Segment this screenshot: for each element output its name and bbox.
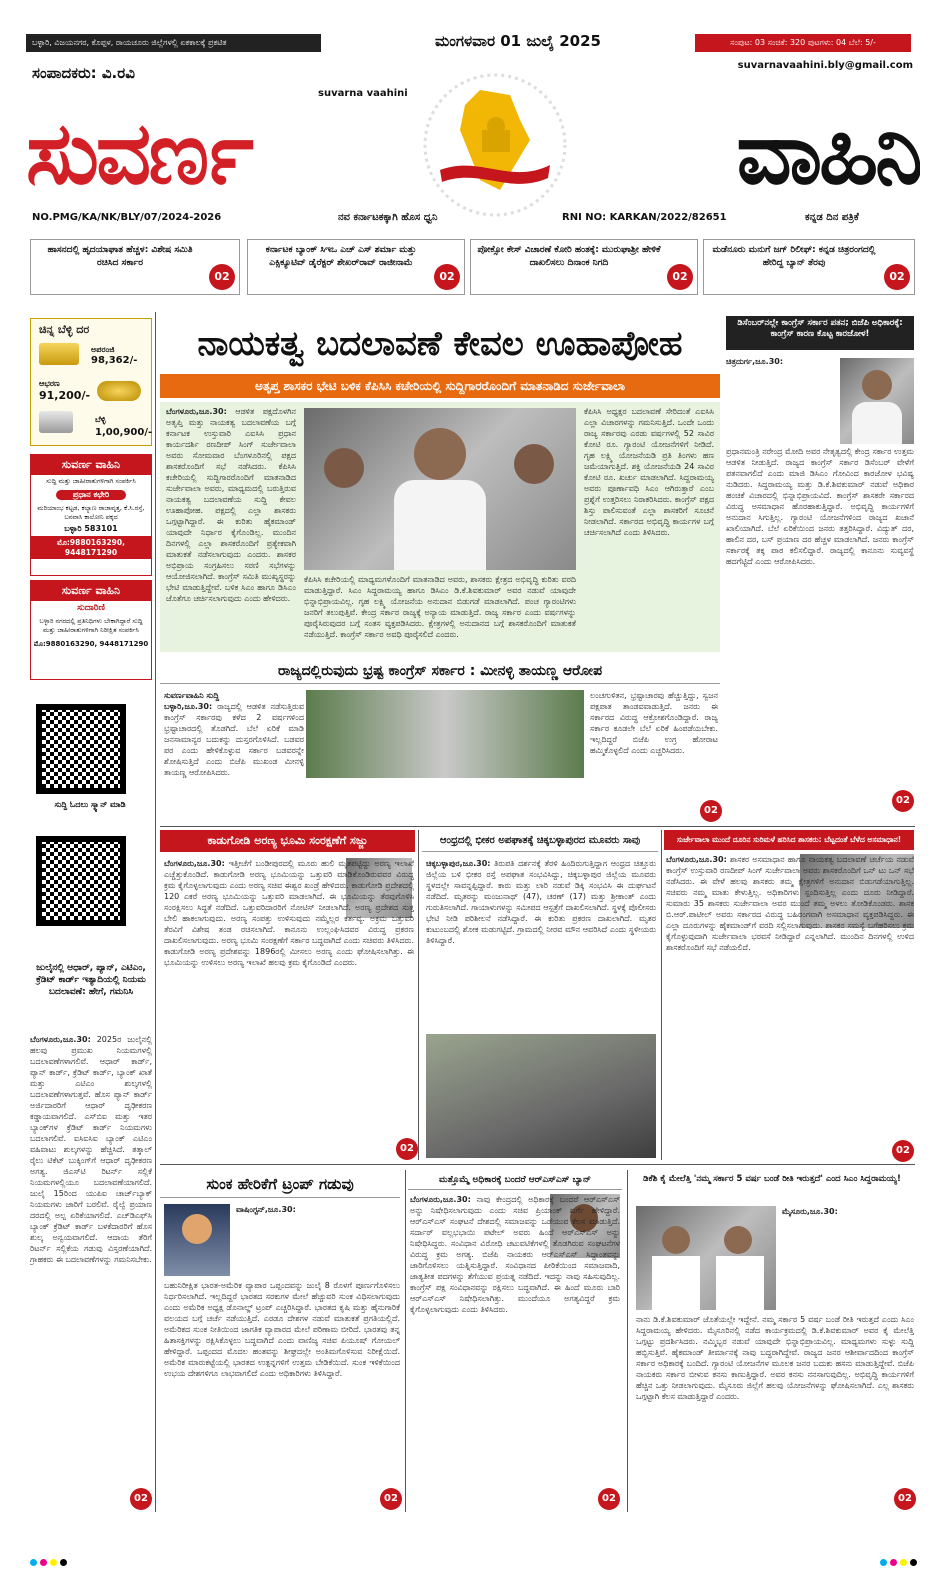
story3-body — [164, 858, 414, 1154]
lead-col-2-text: ಕೆಪಿಸಿಸಿ ಕಚೇರಿಯಲ್ಲಿ ಮಾಧ್ಯಮಗಳೊಂದಿಗೆ ಮಾತನಾಡಿದ ಅವರು, ಶಾಸಕರು ಕ್ಷೇತ್ರದ ಅಭಿವೃದ್ಧಿ ಕುರಿತು ವರದಿ ಮಾಡುತ್ತಿದ್ದಾರೆ. ಸಿಎಂ ಸಿದ್ದರಾಮಯ್ಯ ಹಾಗೂ ಡಿಸಿಎಂ ಡಿ.ಕೆ.ಶಿವಕುಮಾರ್ ಅವರ ನಡುವೆ ಯಾವುದೇ ಭಿನ್ನಾಭಿಪ್ರಾಯವಿಲ್ಲ. ಗೃಹ ಲಕ್ಷ್ಮಿ ಯೋಜನೆಯ ಅನುದಾನ ಬಿಡುಗಡೆ ಮಾಡಲಾಗಿದೆ. ಪಂಚ ಗ್ಯಾರಂಟಿಗಳು ಜನರಿಗೆ ತಲುಪುತ್ತಿವೆ. ಕೇಂದ್ರ ಸರ್ಕಾರ ರಾಜ್ಯಕ್ಕೆ ಅನ್ಯಾಯ ಮಾಡುತ್ತಿದೆ. ರಾಜ್ಯ ಸರ್ಕಾರ ಎಂದು ವರ್ಷಗಳನ್ನು ಪೂರೈಸಿರುವುದರ ಬಗ್ಗೆ ಸಂತಸ ವ್ಯಕ್ತಪಡಿಸಿದರು. ಕ್ಷೇತ್ರಗಳಲ್ಲಿ ಅನುದಾನದ ಬಗ್ಗೆ ಶಾಸಕರೊಂದಿಗೆ ಮಾತುಕತೆ ನಡೆಯುತ್ತಿದೆ. ಕಾಂಗ್ರೆಸ್ ಸರ್ಕಾರ ಅವಧಿ ಪೂರೈಸಲಿದೆ ಎಂದರು. — [304, 575, 576, 639]
story7-headline: ಮತ್ತೊಮ್ಮೆ ಅಧಿಕಾರಕ್ಕೆ ಬಂದರೆ ಆರ್‌ಎಸ್‌ಎಸ್ ಬ್ಯಾನ್ — [408, 1170, 622, 1190]
rni-number: RNI NO: KARKAN/2022/82651 — [562, 212, 727, 223]
story3-byline: ಬೆಂಗಳೂರು,ಜೂ.30: — [164, 859, 225, 868]
page-badge: 02 — [892, 790, 914, 812]
story2-photo — [306, 690, 584, 778]
ad2-phone[interactable]: ಮೊ:9880163290, 9448171290 — [33, 640, 149, 648]
lead-photo — [304, 408, 576, 570]
story7-body — [410, 1194, 620, 1508]
gold-22k-label: ಆಭರಣ — [39, 379, 60, 388]
teaser-3[interactable] — [470, 239, 698, 295]
email[interactable]: suvarnavaahini.bly@gmail.com — [737, 60, 913, 71]
lead-byline: ಬೆಂಗಳೂರು,ಜೂ.30: — [166, 407, 227, 416]
right-top-byline: ಚಿತ್ರದುರ್ಗ,ಜೂ.30: — [726, 357, 784, 366]
side-body: 2025ರ ಜುಲೈನಲ್ಲಿ ಹಲವು ಪ್ರಮುಖ ನಿಯಮಗಳಲ್ಲಿ ಬದಲಾವಣೆಗಳಾಗಲಿವೆ. ಆಧಾರ್ ಕಾರ್ಡ್, ಪ್ಯಾನ್ ಕಾರ್ಡ್, ಕ್ರೆಡಿಟ್ ಕಾರ್ಡ್, ಬ್ಯಾಂಕ್ ಖಾತೆ ಮತ್ತು ಎಟಿಎಂ ಶುಲ್ಕಗಳಲ್ಲಿ ಬದಲಾವಣೆಗಳಾಗುತ್ತವೆ. ಹೊಸ ಪ್ಯಾನ್ ಕಾರ್ಡ್ ಅರ್ಜಿದಾರರಿಗೆ ಆಧಾರ್ ದೃಢೀಕರಣ ಕಡ್ಡಾಯವಾಗಲಿದೆ. ಎಸ್‌ಬಿಐ ಮತ್ತು ಇತರ ಬ್ಯಾಂಕ್‌ಗಳ ಕ್ರೆಡಿಟ್ ಕಾರ್ಡ್ ನಿಯಮಗಳು ಬದಲಾಗಲಿವೆ. ಐಸಿಐಸಿಐ ಬ್ಯಾಂಕ್ ಎಟಿಎಂ ವಹಿವಾಟು ಶುಲ್ಕಗಳನ್ನು ಹೆಚ್ಚಿಸಿದೆ. ತತ್ಕಾಲ್ ರೈಲು ಟಿಕೆಟ್ ಬುಕ್ಕಿಂಗ್‌ಗೆ ಆಧಾರ್ ದೃಢೀಕರಣ ಅಗತ್ಯ. ಜಿಎಸ್‌ಟಿ ರಿಟರ್ನ್ ಸಲ್ಲಿಕೆ ನಿಯಮಗಳಲ್ಲಿಯೂ ಬದಲಾವಣೆಯಾಗಲಿದೆ. ಜುಲೈ 15ರಿಂದ ಯುಪಿಐ ಚಾರ್ಜ್‌ಬ್ಯಾಕ್ ನಿಯಮಗಳು ಜಾರಿಗೆ ಬರಲಿವೆ. ರೈಲ್ವೆ ಪ್ರಯಾಣ ದರದಲ್ಲಿ ಅಲ್ಪ ಏರಿಕೆಯಾಗಲಿದೆ. ಎಚ್‌ಡಿಎಫ್‌ಸಿ ಬ್ಯಾಂಕ್ ಕ್ರೆಡಿಟ್ ಕಾರ್ಡ್ ಬಳಕೆದಾರರಿಗೆ ಹೊಸ ಶುಲ್ಕ ಅನ್ವಯವಾಗಲಿದೆ. ಆದಾಯ ತೆರಿಗೆ ರಿಟರ್ನ್ ಸಲ್ಲಿಕೆಯ ಗಡುವು ವಿಸ್ತರಣೆಯಾಗಿದೆ. ಗ್ರಾಹಕರು ಈ ಬದಲಾವಣೆಗಳನ್ನು ಗಮನಿಸಬೇಕು. — [30, 1035, 152, 1264]
story6-headline: ಸುಂಕ ಹೇರಿಕೆಗೆ ಟ್ರಂಪ್ ಗಡುವು — [160, 1170, 400, 1198]
story6-body-text: ಬಹುನಿರೀಕ್ಷಿತ ಭಾರತ-ಅಮೆರಿಕ ವ್ಯಾಪಾರ ಒಪ್ಪಂದವನ್ನು ಜುಲೈ 8 ರೊಳಗೆ ಪೂರ್ಣಗೊಳಿಸಲು ನಿರ್ಧರಿಸಲಾಗಿದೆ. ಇಲ್ಲದಿದ್ದರೆ ಭಾರತದ ಸರಕುಗಳ ಮೇಲೆ ಹೆಚ್ಚುವರಿ ಸುಂಕ ವಿಧಿಸಲಾಗುವುದು ಎಂದು ಅಮೆರಿಕ ಅಧ್ಯಕ್ಷ ಡೊನಾಲ್ಡ್ ಟ್ರಂಪ್ ಎಚ್ಚರಿಸಿದ್ದಾರೆ. ಭಾರತದ ಕೃಷಿ ಮತ್ತು ಹೈನುಗಾರಿಕೆ ವಲಯದ ಬಗ್ಗೆ ಚರ್ಚೆ ನಡೆಯುತ್ತಿದೆ. ಎರಡೂ ದೇಶಗಳ ನಡುವೆ ಮಾತುಕತೆ ಪ್ರಗತಿಯಲ್ಲಿದೆ. ಅಮೆರಿಕದ ಸುಂಕ ನೀತಿಯಿಂದ ಜಾಗತಿಕ ವ್ಯಾಪಾರದ ಮೇಲೆ ಪರಿಣಾಮ ಬೀರಿದೆ. ಭಾರತವು ತನ್ನ ಹಿತಾಸಕ್ತಿಗಳನ್ನು ರಕ್ಷಿಸಿಕೊಳ್ಳಲು ಬದ್ಧವಾಗಿದೆ ಎಂದು ವಾಣಿಜ್ಯ ಸಚಿವ ಪಿಯೂಷ್ ಗೋಯಲ್ ಹೇಳಿದ್ದಾರೆ. ಒಪ್ಪಂದದ ಮೊದಲ ಹಂತವನ್ನು ಶೀಘ್ರದಲ್ಲೇ ಅಂತಿಮಗೊಳಿಸುವ ನಿರೀಕ್ಷೆಯಿದೆ. ಅಮೆರಿಕ ಮಾರುಕಟ್ಟೆಯಲ್ಲಿ ಭಾರತದ ಉತ್ಪನ್ನಗಳಿಗೆ ಉತ್ತಮ ಬೇಡಿಕೆಯಿದೆ. ಸುಂಕ ಇಳಿಕೆಯಿಂದ ಉಭಯ ದೇಶಗಳಿಗೂ ಲಾಭವಾಗಲಿದೆ ಎಂದು ಅಧಿಕಾರಿಗಳು ತಿಳಿಸಿದ್ದಾರೆ. — [164, 1281, 400, 1378]
gold-title: ಚಿನ್ನ ಬೆಳ್ಳಿ ದರ — [39, 323, 90, 336]
paper-type: ಕನ್ನಡ ದಿನ ಪತ್ರಿಕೆ — [805, 212, 859, 223]
silver-value: 1,00,900/- — [95, 427, 153, 438]
story5-headline: ಸುರ್ಜೇವಾಲಾ ಮುಂದೆ ದೂರಿನ ಸುರಿಮಳೆ ಹರಿಸಿದ ಶಾಸಕರು: ಬೆಟ್ಟದಂತೆ ಬೆಳೆದ ಅಸಮಾಧಾನ! — [664, 830, 914, 850]
teaser-2[interactable] — [247, 239, 465, 295]
ad-brand: ಸುವರ್ಣ ವಾಹಿನಿ — [31, 455, 151, 475]
page-badge: 02 — [434, 264, 460, 290]
ad-office-title: ಪ್ರಧಾನ ಕಛೇರಿ — [56, 490, 126, 500]
ad-pin: ಬಳ್ಳಾರಿ 583101 — [64, 524, 118, 533]
story6-byline: ವಾಷಿಂಗ್ಟನ್,ಜೂ.30: — [236, 1205, 296, 1214]
right-top-body: ಪ್ರಧಾನಮಂತ್ರಿ ನರೇಂದ್ರ ಮೋದಿ ಅವರ ನೇತೃತ್ವದಲ್ಲಿ ಕೇಂದ್ರ ಸರ್ಕಾರ ಉತ್ತಮ ಆಡಳಿತ ನೀಡುತ್ತಿದೆ. ರಾಜ್ಯದ ಕಾಂಗ್ರೆಸ್ ಸರ್ಕಾರ ಡಿಸೆಂಬರ್ ವೇಳೆಗೆ ಪತನವಾಗಲಿದೆ ಎಂದು ಮಾಜಿ ಡಿಸಿಎಂ ಗೋವಿಂದ ಕಾರಜೋಳ ಭವಿಷ್ಯ ನುಡಿದರು. ಸಿದ್ದರಾಮಯ್ಯ ಮತ್ತು ಡಿ.ಕೆ.ಶಿವಕುಮಾರ್ ನಡುವೆ ಅಧಿಕಾರ ಹಂಚಿಕೆ ವಿಚಾರದಲ್ಲಿ ಭಿನ್ನಾಭಿಪ್ರಾಯವಿದೆ. ಕಾಂಗ್ರೆಸ್ ಶಾಸಕರೇ ಸರ್ಕಾರದ ವಿರುದ್ಧ ಅಸಮಾಧಾನ ಹೊರಹಾಕುತ್ತಿದ್ದಾರೆ. ಅಭಿವೃದ್ಧಿ ಕಾರ್ಯಗಳಿಗೆ ಅನುದಾನ ಸಿಗುತ್ತಿಲ್ಲ. ಗ್ಯಾರಂಟಿ ಯೋಜನೆಗಳಿಂದ ರಾಜ್ಯದ ಖಜಾನೆ ಖಾಲಿಯಾಗಿದೆ. ಬೆಲೆ ಏರಿಕೆಯಿಂದ ಜನರು ತತ್ತರಿಸಿದ್ದಾರೆ. ವಿದ್ಯುತ್ ದರ, ಹಾಲಿನ ದರ, ಬಸ್ ಪ್ರಯಾಣ ದರ ಹೆಚ್ಚಳ ಮಾಡಲಾಗಿದೆ. ಜನರು ಕಾಂಗ್ರೆಸ್ ಸರ್ಕಾರಕ್ಕೆ ತಕ್ಕ ಪಾಠ ಕಲಿಸಲಿದ್ದಾರೆ. ರಾಜ್ಯದಲ್ಲಿ ಕಾನೂನು ಸುವ್ಯವಸ್ಥೆ ಹದಗೆಟ್ಟಿದೆ ಎಂದು ಆರೋಪಿಸಿದರು. — [726, 447, 914, 566]
story4-body — [426, 858, 656, 1030]
teaser-text: ಹಾಸನದಲ್ಲಿ ಹೃದಯಾಘಾತ ಹೆಚ್ಚಳ: ವಿಶೇಷ ಸಮಿತಿ ರಚಿಸಿದ ಸರ್ಕಾರ — [47, 245, 193, 268]
masthead-right: ವಾಹಿನಿ — [736, 103, 920, 204]
accident-photo — [426, 1034, 656, 1158]
story8-byline: ಮೈಸೂರು,ಜೂ.30: — [782, 1207, 838, 1216]
gold-24k-label: ಅಪರಂಜಿ — [91, 345, 115, 354]
side-story — [30, 1034, 152, 1504]
districts-banner: ಬಳ್ಳಾರಿ, ವಿಜಯನಗರ, ಕೊಪ್ಪಳ, ರಾಯಚೂರು ಜಿಲ್ಲೆಗಳಲ್ಲಿ ಏಕಕಾಲಕ್ಕೆ ಪ್ರಕಟಿತ — [26, 34, 321, 52]
page-badge: 02 — [209, 264, 235, 290]
story4-byline: ಚಿಕ್ಕಬಳ್ಳಾಪುರ,ಜೂ.30: — [426, 859, 491, 868]
story5-body-text: ಶಾಸಕರ ಅಸಮಾಧಾನ ಹಾಗೂ ನಾಯಕತ್ವ ಬದಲಾವಣೆ ಚರ್ಚೆಯ ನಡುವೆ ಕಾಂಗ್ರೆಸ್ ಉಸ್ತುವಾರಿ ರಣದೀಪ್ ಸಿಂಗ್ ಸುರ್ಜೇವಾಲಾ ಅವರು ಶಾಸಕರೊಂದಿಗೆ ಒನ್ ಟು ಒನ್ ಸಭೆ ನಡೆಸಿದರು. ಈ ವೇಳೆ ಹಲವು ಶಾಸಕರು ತಮ್ಮ ಕ್ಷೇತ್ರಗಳಿಗೆ ಅನುದಾನ ಬಿಡುಗಡೆಯಾಗುತ್ತಿಲ್ಲ. ಸಚಿವರು ನಮ್ಮ ಮಾತು ಕೇಳುತ್ತಿಲ್ಲ. ಅಧಿಕಾರಿಗಳು ಸ್ಪಂದಿಸುತ್ತಿಲ್ಲ ಎಂದು ದೂರು ನೀಡಿದ್ದಾರೆ. ಸುಮಾರು 35 ಶಾಸಕರು ಸುರ್ಜೇವಾಲಾ ಅವರ ಮುಂದೆ ತಮ್ಮ ಅಳಲು ತೋಡಿಕೊಂಡರು. ಶಾಸಕ ಬಿ.ಆರ್.ಪಾಟೀಲ್ ಅವರು ಸರ್ಕಾರದ ವಿರುದ್ಧ ಬಹಿರಂಗವಾಗಿ ಅಸಮಾಧಾನ ವ್ಯಕ್ತಪಡಿಸಿದ್ದರು. ಈ ಎಲ್ಲಾ ದೂರುಗಳನ್ನು ಹೈಕಮಾಂಡ್‌ಗೆ ವರದಿ ಸಲ್ಲಿಸಲಾಗುವುದು. ಶಾಸಕರ ಸಮಸ್ಯೆ ಬಗೆಹರಿಸಲು ಕ್ರಮ ಕೈಗೊಳ್ಳುವುದಾಗಿ ಸುರ್ಜೇವಾಲಾ ಭರವಸೆ ನೀಡಿದ್ದಾರೆ ಎನ್ನಲಾಗಿದೆ. ಮುಂದಿನ ದಿನಗಳಲ್ಲಿ ಉಳಿದ ಶಾಸಕರೊಂದಿಗೆ ಸಭೆ ನಡೆಯಲಿದೆ. — [666, 855, 914, 952]
gold-rate-box — [30, 318, 152, 446]
page-badge: 02 — [396, 1138, 418, 1160]
qr-caption: ಸುದ್ದಿ ಓದಲು ಸ್ಕ್ಯಾನ್ ಮಾಡಿ — [54, 800, 126, 809]
gold-bar-icon — [39, 343, 79, 365]
side-byline: ಬೆಂಗಳೂರು,ಜೂ.30: — [30, 1035, 91, 1044]
recruit-ad — [30, 580, 152, 680]
page-badge: 02 — [892, 1140, 914, 1162]
page-badge: 02 — [700, 800, 722, 822]
qr-code-2-icon[interactable] — [36, 836, 126, 926]
story6-body — [164, 1216, 400, 1508]
story2-col-1-text: ರಾಜ್ಯದಲ್ಲಿ ಆಡಳಿತ ನಡೆಸುತ್ತಿರುವ ಕಾಂಗ್ರೆಸ್ ಸರ್ಕಾರವು ಕಳೆದ 2 ವರ್ಷಗಳಿಂದ ಭ್ರಷ್ಟಾಚಾರದಲ್ಲಿ ತೊಡಗಿದೆ. ಬೆಲೆ ಏರಿಕೆ ಮಾಡಿ ಜನಸಾಮಾನ್ಯರ ಬದುಕನ್ನು ದುಸ್ತರಗೊಳಿಸಿದೆ. ಬಡವರ ಪರ ಎಂದು ಹೇಳಿಕೊಳ್ಳುವ ಸರ್ಕಾರ ಬಡವರನ್ನೇ ಶೋಷಿಸುತ್ತಿದೆ ಎಂದು ಬಿಜೆಪಿ ಮುಖಂಡ ಮೀನಳ್ಳಿ ತಾಯಣ್ಣ ಆರೋಪಿಸಿದರು. — [164, 702, 304, 777]
page-badge: 02 — [380, 1488, 402, 1510]
ad2-text: ಬಳ್ಳಾರಿ ನಗರದಲ್ಲಿ ಪ್ರತಿನಿಧಿಗಳು ಬೇಕಾಗಿದ್ದಾರೆ ಸುದ್ದಿ ಮತ್ತು ಜಾಹೀರಾತುಗಳಿಗಾಗಿ ನಿರೀಕ್ಷಿತ ಸಂಪರ್ಕಿಸಿ — [39, 617, 143, 634]
teaser-4[interactable] — [703, 239, 915, 295]
teaser-1[interactable] — [30, 239, 240, 295]
masthead-left: ಸುವರ್ಣ — [26, 103, 251, 204]
gold-jewel-icon — [97, 381, 141, 401]
issue-date: ಮಂಗಳವಾರ 01 ಜುಲೈ 2025 — [434, 32, 601, 50]
lead-col-1 — [166, 406, 296, 650]
page-badge: 02 — [598, 1488, 620, 1510]
registration-number: NO.PMG/KA/NK/BLY/07/2024-2026 — [32, 212, 222, 223]
page-badge: 02 — [894, 1488, 916, 1510]
story7-body-text: ನಾವು ಕೇಂದ್ರದಲ್ಲಿ ಅಧಿಕಾರಕ್ಕೆ ಬಂದರೆ ಆರ್‌ಎಸ್‌ಎಸ್ ಅನ್ನು ನಿಷೇಧಿಸಲಾಗುವುದು ಎಂದು ಸಚಿವ ಪ್ರಿಯಾಂಕ್ ಖರ್ಗೆ ಹೇಳಿದ್ದಾರೆ. ಆರ್‌ಎಸ್‌ಎಸ್ ಸಂಘಟನೆ ದೇಶದಲ್ಲಿ ಸಮಾಜವನ್ನು ಒಡೆಯುವ ಕೆಲಸ ಮಾಡುತ್ತಿದೆ. ಸರ್ದಾರ್ ವಲ್ಲಭಭಾಯಿ ಪಟೇಲ್ ಅವರು ಹಿಂದೆ ಆರ್‌ಎಸ್‌ಎಸ್ ಅನ್ನು ನಿಷೇಧಿಸಿದ್ದರು. ಸಂವಿಧಾನ ವಿರೋಧಿ ಚಟುವಟಿಕೆಗಳಲ್ಲಿ ತೊಡಗಿರುವ ಸಂಘಟನೆಗಳ ವಿರುದ್ಧ ಕ್ರಮ ಅಗತ್ಯ. ಬಿಜೆಪಿ ನಾಯಕರು ಆರ್‌ಎಸ್‌ಎಸ್ ಸಿದ್ಧಾಂತವನ್ನು ಜಾರಿಗೊಳಿಸಲು ಯತ್ನಿಸುತ್ತಿದ್ದಾರೆ. ಸಂವಿಧಾನದ ಪೀಠಿಕೆಯಿಂದ ಸಮಾಜವಾದಿ, ಜಾತ್ಯತೀತ ಪದಗಳನ್ನು ತೆಗೆಯುವ ಪ್ರಯತ್ನ ನಡೆದಿದೆ. ಇದನ್ನು ನಾವು ಸಹಿಸುವುದಿಲ್ಲ. ಕಾಂಗ್ರೆಸ್ ಪಕ್ಷ ಸಂವಿಧಾನವನ್ನು ರಕ್ಷಿಸಲು ಬದ್ಧವಾಗಿದೆ. ಈ ಹಿಂದೆ ಮೂರು ಬಾರಿ ಆರ್‌ಎಸ್‌ಎಸ್ ನಿಷೇಧಿಸಲಾಗಿತ್ತು. ಮುಂದೆಯೂ ಅಗತ್ಯವಿದ್ದರೆ ಕ್ರಮ ಕೈಗೊಳ್ಳಲಾಗುವುದು ಎಂದು ತಿಳಿಸಿದರು. — [410, 1195, 620, 1314]
editor-line: ಸಂಪಾದಕರು: ವಿ.ರವಿ — [32, 64, 135, 82]
page-badge: 02 — [130, 1488, 152, 1510]
lead-headline: ನಾಯಕತ್ವ ಬದಲಾವಣೆ ಕೇವಲ ಊಹಾಪೋಹ — [197, 324, 683, 364]
gold-22k-value: 91,200/- — [39, 389, 91, 402]
story4-body-text: ತಿರುಪತಿ ದರ್ಶನಕ್ಕೆ ತೆರಳಿ ಹಿಂದಿರುಗುತ್ತಿದ್ದಾಗ ಆಂಧ್ರದ ಚಿತ್ತೂರು ಜಿಲ್ಲೆಯ ಬಳಿ ಭೀಕರ ರಸ್ತೆ ಅಪಘಾತ ಸಂಭವಿಸಿದ್ದು, ಚಿಕ್ಕಬಳ್ಳಾಪುರ ಜಿಲ್ಲೆಯ ಮೂವರು ಸ್ಥಳದಲ್ಲೇ ಸಾವನ್ನಪ್ಪಿದ್ದಾರೆ. ಕಾರು ಮತ್ತು ಲಾರಿ ನಡುವೆ ಡಿಕ್ಕಿ ಸಂಭವಿಸಿ ಈ ದುರ್ಘಟನೆ ನಡೆದಿದೆ. ಮೃತರನ್ನು ಮಂಜುನಾಥ್ (47), ಚರಣ್ (17) ಮತ್ತು ಶ್ರೀಕಾಂತ್ ಎಂದು ಗುರುತಿಸಲಾಗಿದೆ. ಗಾಯಾಳುಗಳನ್ನು ಸಮೀಪದ ಆಸ್ಪತ್ರೆಗೆ ದಾಖಲಿಸಲಾಗಿದೆ. ಸ್ಥಳಕ್ಕೆ ಪೊಲೀಸರು ಭೇಟಿ ನೀಡಿ ಪರಿಶೀಲನೆ ನಡೆಸಿದ್ದಾರೆ. ಈ ಕುರಿತು ಪ್ರಕರಣ ದಾಖಲಾಗಿದೆ. ಮೃತರ ಕುಟುಂಬದಲ್ಲಿ ಶೋಕ ಮಡುಗಟ್ಟಿದೆ. ಗ್ರಾಮದಲ್ಲಿ ನೀರವ ಮೌನ ಆವರಿಸಿದೆ ಎಂದು ಸ್ಥಳೀಯರು ತಿಳಿಸಿದ್ದಾರೆ. — [426, 859, 656, 945]
right-top-story — [726, 372, 914, 802]
story8-headline: ಡಿಕೆಶಿ ಕೈ ಮೇಲೆತ್ತಿ 'ನಮ್ಮ ಸರ್ಕಾರ 5 ವರ್ಷ ಬಂಡೆ ರೀತಿ ಇರುತ್ತದೆ' ಎಂದ ಸಿಎಂ ಸಿದ್ದರಾಮಯ್ಯ! — [643, 1174, 901, 1184]
ad2-title: ಸುದಾರಿಣಿ — [77, 603, 105, 613]
issue-info: ಸಂಪುಟ: 03 ಸಂಚಿಕೆ: 320 ಪುಟಗಳು: 04 ಬೆಲೆ: 5/- — [695, 34, 911, 52]
story3-headline: ಕಾಡುಗೋಡಿ ಅರಣ್ಯ ಭೂಮಿ ಸಂರಕ್ಷಣೆಗೆ ಸಜ್ಜು — [160, 830, 415, 852]
ad2-brand: ಸುವರ್ಣ ವಾಹಿನಿ — [31, 581, 151, 601]
teaser-text: ಪೋಕ್ಸೋ ಕೇಸ್ ವಿಚಾರಣೆ ಕೋರಿ ಹಂತಕ್ಕೆ: ಮುರುಘಾಶ್ರೀ ಹೇಳಿಕೆ ದಾಖಲಿಸಲು ದಿನಾಂಕ ನಿಗದಿ — [477, 245, 661, 268]
lead-col-2 — [304, 574, 576, 650]
ad-address: ಮರಿಯಾಂಭ ಕಟ್ಟಡ, ಕಲ್ಯಾಣ ರಾಜಾವೃತ್ತ, ಕೆ.ಸಿ.ರಸ್ತೆ, ಬನವಾಸಿ ಕಾಲೋನಿ ಪಕ್ಕದ — [37, 504, 145, 521]
lead-col-3 — [584, 406, 714, 650]
story7-byline: ಬೆಂಗಳೂರು,ಜೂ.30: — [410, 1195, 471, 1204]
teaser-text: ಮಡೆನೂರು ಮನುಗೆ ಜಗ್ ರಿಲೀಫ್: ಕನ್ನಡ ಚಿತ್ರರಂಗದಲ್ಲಿ ಹೇರಿದ್ದ ಬ್ಯಾನ್ ತೆರವು — [712, 245, 876, 268]
silver-bar-icon — [39, 411, 73, 433]
gold-24k-value: 98,362/- — [91, 355, 138, 366]
story2-credit: ಸುವರ್ಣವಾಹಿನಿ ಸುದ್ದಿ — [164, 691, 220, 700]
page-badge: 02 — [884, 264, 910, 290]
story2-col-2 — [590, 690, 718, 820]
story8-body-text: ನಾನು ಡಿ.ಕೆ.ಶಿವಕುಮಾರ್ ಜೊತೆಯಲ್ಲೇ ಇದ್ದೇನೆ. ನಮ್ಮ ಸರ್ಕಾರ 5 ವರ್ಷ ಬಂಡೆ ರೀತಿ ಇರುತ್ತದೆ ಎಂದು ಸಿಎಂ ಸಿದ್ದರಾಮಯ್ಯ ಹೇಳಿದರು. ಮೈಸೂರಿನಲ್ಲಿ ನಡೆದ ಕಾರ್ಯಕ್ರಮದಲ್ಲಿ ಡಿ.ಕೆ.ಶಿವಕುಮಾರ್ ಅವರ ಕೈ ಮೇಲೆತ್ತಿ ಒಗ್ಗಟ್ಟು ಪ್ರದರ್ಶಿಸಿದರು. ನಮ್ಮಿಬ್ಬರ ನಡುವೆ ಯಾವುದೇ ಭಿನ್ನಾಭಿಪ್ರಾಯವಿಲ್ಲ. ಮಾಧ್ಯಮಗಳು ಸುಳ್ಳು ಸುದ್ದಿ ಹಬ್ಬಿಸುತ್ತಿವೆ. ಹೈಕಮಾಂಡ್ ತೀರ್ಮಾನಕ್ಕೆ ನಾವು ಬದ್ಧರಾಗಿದ್ದೇವೆ. ರಾಜ್ಯದ ಜನರ ಆಶೀರ್ವಾದದಿಂದ ಕಾಂಗ್ರೆಸ್ ಸರ್ಕಾರ ಅಧಿಕಾರಕ್ಕೆ ಬಂದಿದೆ. ಗ್ಯಾರಂಟಿ ಯೋಜನೆಗಳ ಮೂಲಕ ಜನರ ಬದುಕು ಹಸನು ಮಾಡುತ್ತಿದ್ದೇವೆ. ಬಿಜೆಪಿ ನಾಯಕರು ಸರ್ಕಾರ ಬೀಳುವ ಕನಸು ಕಾಣುತ್ತಿದ್ದಾರೆ. ಅವರ ಕನಸು ನನಸಾಗುವುದಿಲ್ಲ. ಅಭಿವೃದ್ಧಿ ಕಾರ್ಯಗಳಿಗೆ ಹೆಚ್ಚಿನ ಒತ್ತು ನೀಡಲಾಗುವುದು. ಮೈಸೂರು ಜಿಲ್ಲೆಗೆ ಹಲವು ಯೋಜನೆಗಳನ್ನು ಘೋಷಿಸಲಾಗಿದೆ. ಎಲ್ಲ ಶಾಸಕರು ಒಗ್ಗಟ್ಟಾಗಿ ಕೆಲಸ ಮಾಡುತ್ತಿದ್ದಾರೆ ಎಂದರು. — [636, 1315, 914, 1401]
page-badge: 02 — [667, 264, 693, 290]
silver-label: ಬೆಳ್ಳಿ — [95, 415, 106, 424]
tagline: ನವ ಕರ್ನಾಟಕಕ್ಕಾಗಿ ಹೊಸ ಧ್ವನಿ — [338, 212, 438, 223]
story2-headline: ರಾಜ್ಯದಲ್ಲಿರುವುದು ಭ್ರಷ್ಟ ಕಾಂಗ್ರೆಸ್ ಸರ್ಕಾರ : ಮೀನಳ್ಳಿ ತಾಯಣ್ಣ ಆರೋಪ — [160, 658, 720, 684]
lead-subhead: ಅತೃಪ್ತ ಶಾಸಕರ ಭೇಟಿ ಬಳಿಕ ಕೆಪಿಸಿಸಿ ಕಚೇರಿಯಲ್ಲಿ ಸುದ್ದಿಗಾರರೊಂದಿಗೆ ಮಾತನಾಡಿದ ಸುರ್ಜೇವಾಲಾ — [160, 374, 720, 398]
story5-body — [666, 854, 914, 1154]
story2-col-1 — [164, 690, 304, 820]
right-top-headline: ಡಿಸೆಂಬರ್‌ನಲ್ಲೇ ಕಾಂಗ್ರೆಸ್ ಸರ್ಕಾರ ಪತನ; ಬಿಜೆಪಿ ಅಧಿಕಾರಕ್ಕೆ: ಕಾಂಗ್ರೆಸ್ ಕಾರಣ ಕೊಟ್ಟ ಕಾರಜೋಳ! — [726, 316, 914, 350]
story5-byline: ಬೆಂಗಳೂರು,ಜೂ.30: — [666, 855, 727, 864]
contact-ad — [30, 454, 152, 576]
side-headline: ಜುಲೈನಲ್ಲಿ ಆಧಾರ್, ಪ್ಯಾನ್, ಎಟಿಎಂ, ಕ್ರೆಡಿಟ್ ಕಾರ್ಡ್ ಇತ್ಯಾದಿಯಲ್ಲಿ ನಿಯಮ ಬದಲಾವಣೆ: ಹೇಗೆ, ಗಮನಿಸಿ — [36, 963, 146, 997]
story2-byline: ಬಳ್ಳಾರಿ,ಜೂ.30: — [164, 702, 213, 711]
lead-col-1-text: ಆಡಳಿತ ಪಕ್ಷದೊಳಗಿನ ಅತೃಪ್ತಿ ಮತ್ತು ನಾಯಕತ್ವ ಬದಲಾವಣೆಯ ಬಗ್ಗೆ ಕರ್ನಾಟಕ ಉಸ್ತುವಾರಿ ಎಐಸಿಸಿ ಪ್ರಧಾನ ಕಾರ್ಯದರ್ಶಿ ರಣದೀಪ್ ಸಿಂಗ್ ಸುರ್ಜೇವಾಲಾ ಅವರು ಸೋಮವಾರ ಬೆಂಗಳೂರಿನಲ್ಲಿ ಪಕ್ಷದ ಶಾಸಕರೊಂದಿಗೆ ಸಭೆ ನಡೆಸಿದರು. ಕೆಪಿಸಿಸಿ ಕಚೇರಿಯಲ್ಲಿ ಸುದ್ದಿಗಾರರೊಂದಿಗೆ ಮಾತನಾಡಿದ ಸುರ್ಜೇವಾಲಾ ಅವರು, ಮಾಧ್ಯಮದಲ್ಲಿ ಬರುತ್ತಿರುವ ನಾಯಕತ್ವ ಬದಲಾವಣೆಯ ಸುದ್ದಿ ಕೇವಲ ಊಹಾಪೋಹ. ಪಕ್ಷದಲ್ಲಿ ಎಲ್ಲಾ ಶಾಸಕರು ಒಗ್ಗಟ್ಟಾಗಿದ್ದಾರೆ. ಈ ಕುರಿತು ಹೈಕಮಾಂಡ್ ಯಾವುದೇ ನಿರ್ಧಾರ ಕೈಗೊಂಡಿಲ್ಲ. ಮುಂದಿನ ದಿನಗಳಲ್ಲಿ ಎಲ್ಲಾ ಶಾಸಕರೊಂದಿಗೆ ಪ್ರತ್ಯೇಕವಾಗಿ ಮಾತುಕತೆ ನಡೆಸಲಾಗುವುದು ಎಂದರು. ಶಾಸಕರ ಅಭಿಪ್ರಾಯ ಸಂಗ್ರಹಿಸಲು ಸರಣಿ ಸಭೆಗಳನ್ನು ಆಯೋಜಿಸಲಾಗಿದೆ. ಕಾಂಗ್ರೆಸ್ ಸಮಿತಿ ಮುಖ್ಯಸ್ಥರನ್ನು ಭೇಟಿ ಮಾಡುತ್ತಿದ್ದೇವೆ. ಬಳಿಕ ಸಿಎಂ ಹಾಗೂ ಡಿಸಿಎಂ ಜೊತೆಗೂ ಚರ್ಚಿಸಲಾಗುವುದು ಎಂದು ಹೇಳಿದರು. — [166, 407, 296, 603]
lead-col-3-text: ಕೆಪಿಸಿಸಿ ಅಧ್ಯಕ್ಷರ ಬದಲಾವಣೆ ಸೇರಿದಂತೆ ಎಐಸಿಸಿ ಎಲ್ಲಾ ವಿಚಾರಗಳನ್ನು ಗಮನಿಸುತ್ತಿದೆ. ಒಂದೇ ಒಂದು ರಾಜ್ಯ ಸರ್ಕಾರವು ಎರಡು ವರ್ಷಗಳಲ್ಲಿ 52 ಸಾವಿರ ಕೋಟಿ ರೂ. ಗ್ಯಾರಂಟಿ ಯೋಜನೆಗಳಿಗೆ ನೀಡಿದೆ. ಗೃಹ ಲಕ್ಷ್ಮಿ ಯೋಜನೆಯಡಿ ಪ್ರತಿ ತಿಂಗಳು ಹಣ ಜಮೆಯಾಗುತ್ತಿದೆ. ಶಕ್ತಿ ಯೋಜನೆಯಡಿ 24 ಸಾವಿರ ಕೋಟಿ ರೂ. ಖರ್ಚು ಮಾಡಲಾಗಿದೆ. ಸಿದ್ದರಾಮಯ್ಯ ಅವರು ಪೂರ್ಣಾವಧಿ ಸಿಎಂ ಆಗಿರುತ್ತಾರೆ ಎಂಬ ಪ್ರಶ್ನೆಗೆ ಉತ್ತರಿಸಲು ನಿರಾಕರಿಸಿದರು. ಕಾಂಗ್ರೆಸ್ ಪಕ್ಷದ ಶಿಸ್ತು ಪಾಲಿಸುವಂತೆ ಎಲ್ಲಾ ಶಾಸಕರಿಗೆ ಸೂಚನೆ ನೀಡಲಾಗಿದೆ. ಸರ್ಕಾರದ ಅಭಿವೃದ್ಧಿ ಕಾರ್ಯಗಳ ಬಗ್ಗೆ ಚರ್ಚಿಸಲಾಗಿದೆ ಎಂದು ತಿಳಿಸಿದರು. — [584, 407, 714, 537]
story3-body-text: ಇತ್ತೀಚೆಗೆ ಬಂಡೀಪುರದಲ್ಲಿ ಮೂರು ಹುಲಿ ಮೃತಪಟ್ಟಿದ್ದು ಅರಣ್ಯ ಇಲಾಖೆ ಎಚ್ಚೆತ್ತುಕೊಂಡಿದೆ. ಕಾಡುಗೋಡಿ ಅರಣ್ಯ ಭೂಮಿಯನ್ನು ಒತ್ತುವರಿ ಮಾಡಿಕೊಂಡಿರುವವರ ವಿರುದ್ಧ ಕ್ರಮ ಕೈಗೊಳ್ಳಲಾಗುವುದು ಎಂದು ಅರಣ್ಯ ಸಚಿವ ಈಶ್ವರ ಖಂಡ್ರೆ ಹೇಳಿದರು. ಕಾಡುಗೋಡಿ ಪ್ರದೇಶದಲ್ಲಿ 120 ಎಕರೆ ಅರಣ್ಯ ಭೂಮಿಯನ್ನು ಒತ್ತುವರಿ ಮಾಡಲಾಗಿದೆ. ಈ ಭೂಮಿಯನ್ನು ತೆರವುಗೊಳಿಸಿ ಸಂರಕ್ಷಿಸಲು ಸಿದ್ಧತೆ ನಡೆದಿದೆ. ಒತ್ತುವರಿದಾರರಿಗೆ ನೋಟಿಸ್ ನೀಡಲಾಗಿದೆ. ಅರಣ್ಯ ಪ್ರದೇಶದ ಸುತ್ತ ಬೇಲಿ ಹಾಕಲಾಗುವುದು. ಅರಣ್ಯ ಸಂಪತ್ತು ಉಳಿಸುವುದು ನಮ್ಮೆಲ್ಲರ ಕರ್ತವ್ಯ. ಅಕ್ರಮ ಒತ್ತುವರಿ ತೆರವಿಗೆ ವಿಶೇಷ ತಂಡ ರಚಿಸಲಾಗಿದೆ. ಕಾನೂನು ಉಲ್ಲಂಘಿಸಿದವರ ವಿರುದ್ಧ ಪ್ರಕರಣ ದಾಖಲಿಸಲಾಗುವುದು. ಅರಣ್ಯ ಭೂಮಿ ಸಂರಕ್ಷಣೆಗೆ ಸರ್ಕಾರ ಬದ್ಧವಾಗಿದೆ ಎಂದು ಸಚಿವರು ತಿಳಿಸಿದರು. ಕಾಡುಗೋಡಿ ಅರಣ್ಯ ಪ್ರದೇಶವನ್ನು 1896ರಲ್ಲಿ ಮೀಸಲು ಅರಣ್ಯ ಎಂದು ಘೋಷಿಸಲಾಗಿತ್ತು. ಈ ಭೂಮಿಯನ್ನು ಉಳಿಸಲು ಅರಣ್ಯ ಇಲಾಖೆ ಹಲವು ಕ್ರಮ ಕೈಗೊಂಡಿದೆ ಎಂದರು. — [164, 859, 414, 967]
story8-body — [636, 1220, 914, 1508]
ad-line: ಸುದ್ದಿ ಮತ್ತು ಜಾಹೀರಾತುಗಳಿಗಾಗಿ ಸಂಪರ್ಕಿಸಿ — [46, 477, 136, 485]
story2-col-2-text: ಲಂಚಗುಳಿತನ, ಭ್ರಷ್ಟಾಚಾರವು ಹೆಚ್ಚುತ್ತಿದ್ದು, ಸ್ವಜನ ಪಕ್ಷಪಾತ ತಾಂಡವವಾಡುತ್ತಿದೆ. ಜನರು ಈ ಸರ್ಕಾರದ ವಿರುದ್ಧ ಆಕ್ರೋಶಗೊಂಡಿದ್ದಾರೆ. ರಾಜ್ಯ ಸರ್ಕಾರ ಕೂಡಲೇ ಬೆಲೆ ಏರಿಕೆ ಹಿಂಪಡೆಯಬೇಕು. ಇಲ್ಲದಿದ್ದರೆ ಬಿಜೆಪಿ ಉಗ್ರ ಹೋರಾಟ ಹಮ್ಮಿಕೊಳ್ಳಲಿದೆ ಎಂದು ಎಚ್ಚರಿಸಿದರು. — [590, 691, 718, 755]
teaser-text: ಕರ್ನಾಟಕ ಬ್ಯಾಂಕ್ ಸಿಇಒ ಎಚ್ ಎಸ್ ಶರ್ಮಾ ಮತ್ತು ಎಕ್ಸಿಕ್ಯೂಟಿವ್ ಡೈರೆಕ್ಟರ್ ಶೇಖರ್‌ರಾವ್ ರಾಜೀನಾಮೆ — [265, 245, 417, 268]
qr-code-icon[interactable] — [36, 704, 126, 794]
ad-phone[interactable]: ಮೊ:9880163290, 9448171290 — [31, 536, 151, 559]
story4-headline: ಆಂಧ್ರದಲ್ಲಿ ಭೀಕರ ಅಪಘಾತಕ್ಕೆ ಚಿಕ್ಕಬಳ್ಳಾಪುರದ ಮೂವರು ಸಾವು — [422, 830, 658, 852]
small-title: suvarna vaahini — [318, 88, 408, 99]
